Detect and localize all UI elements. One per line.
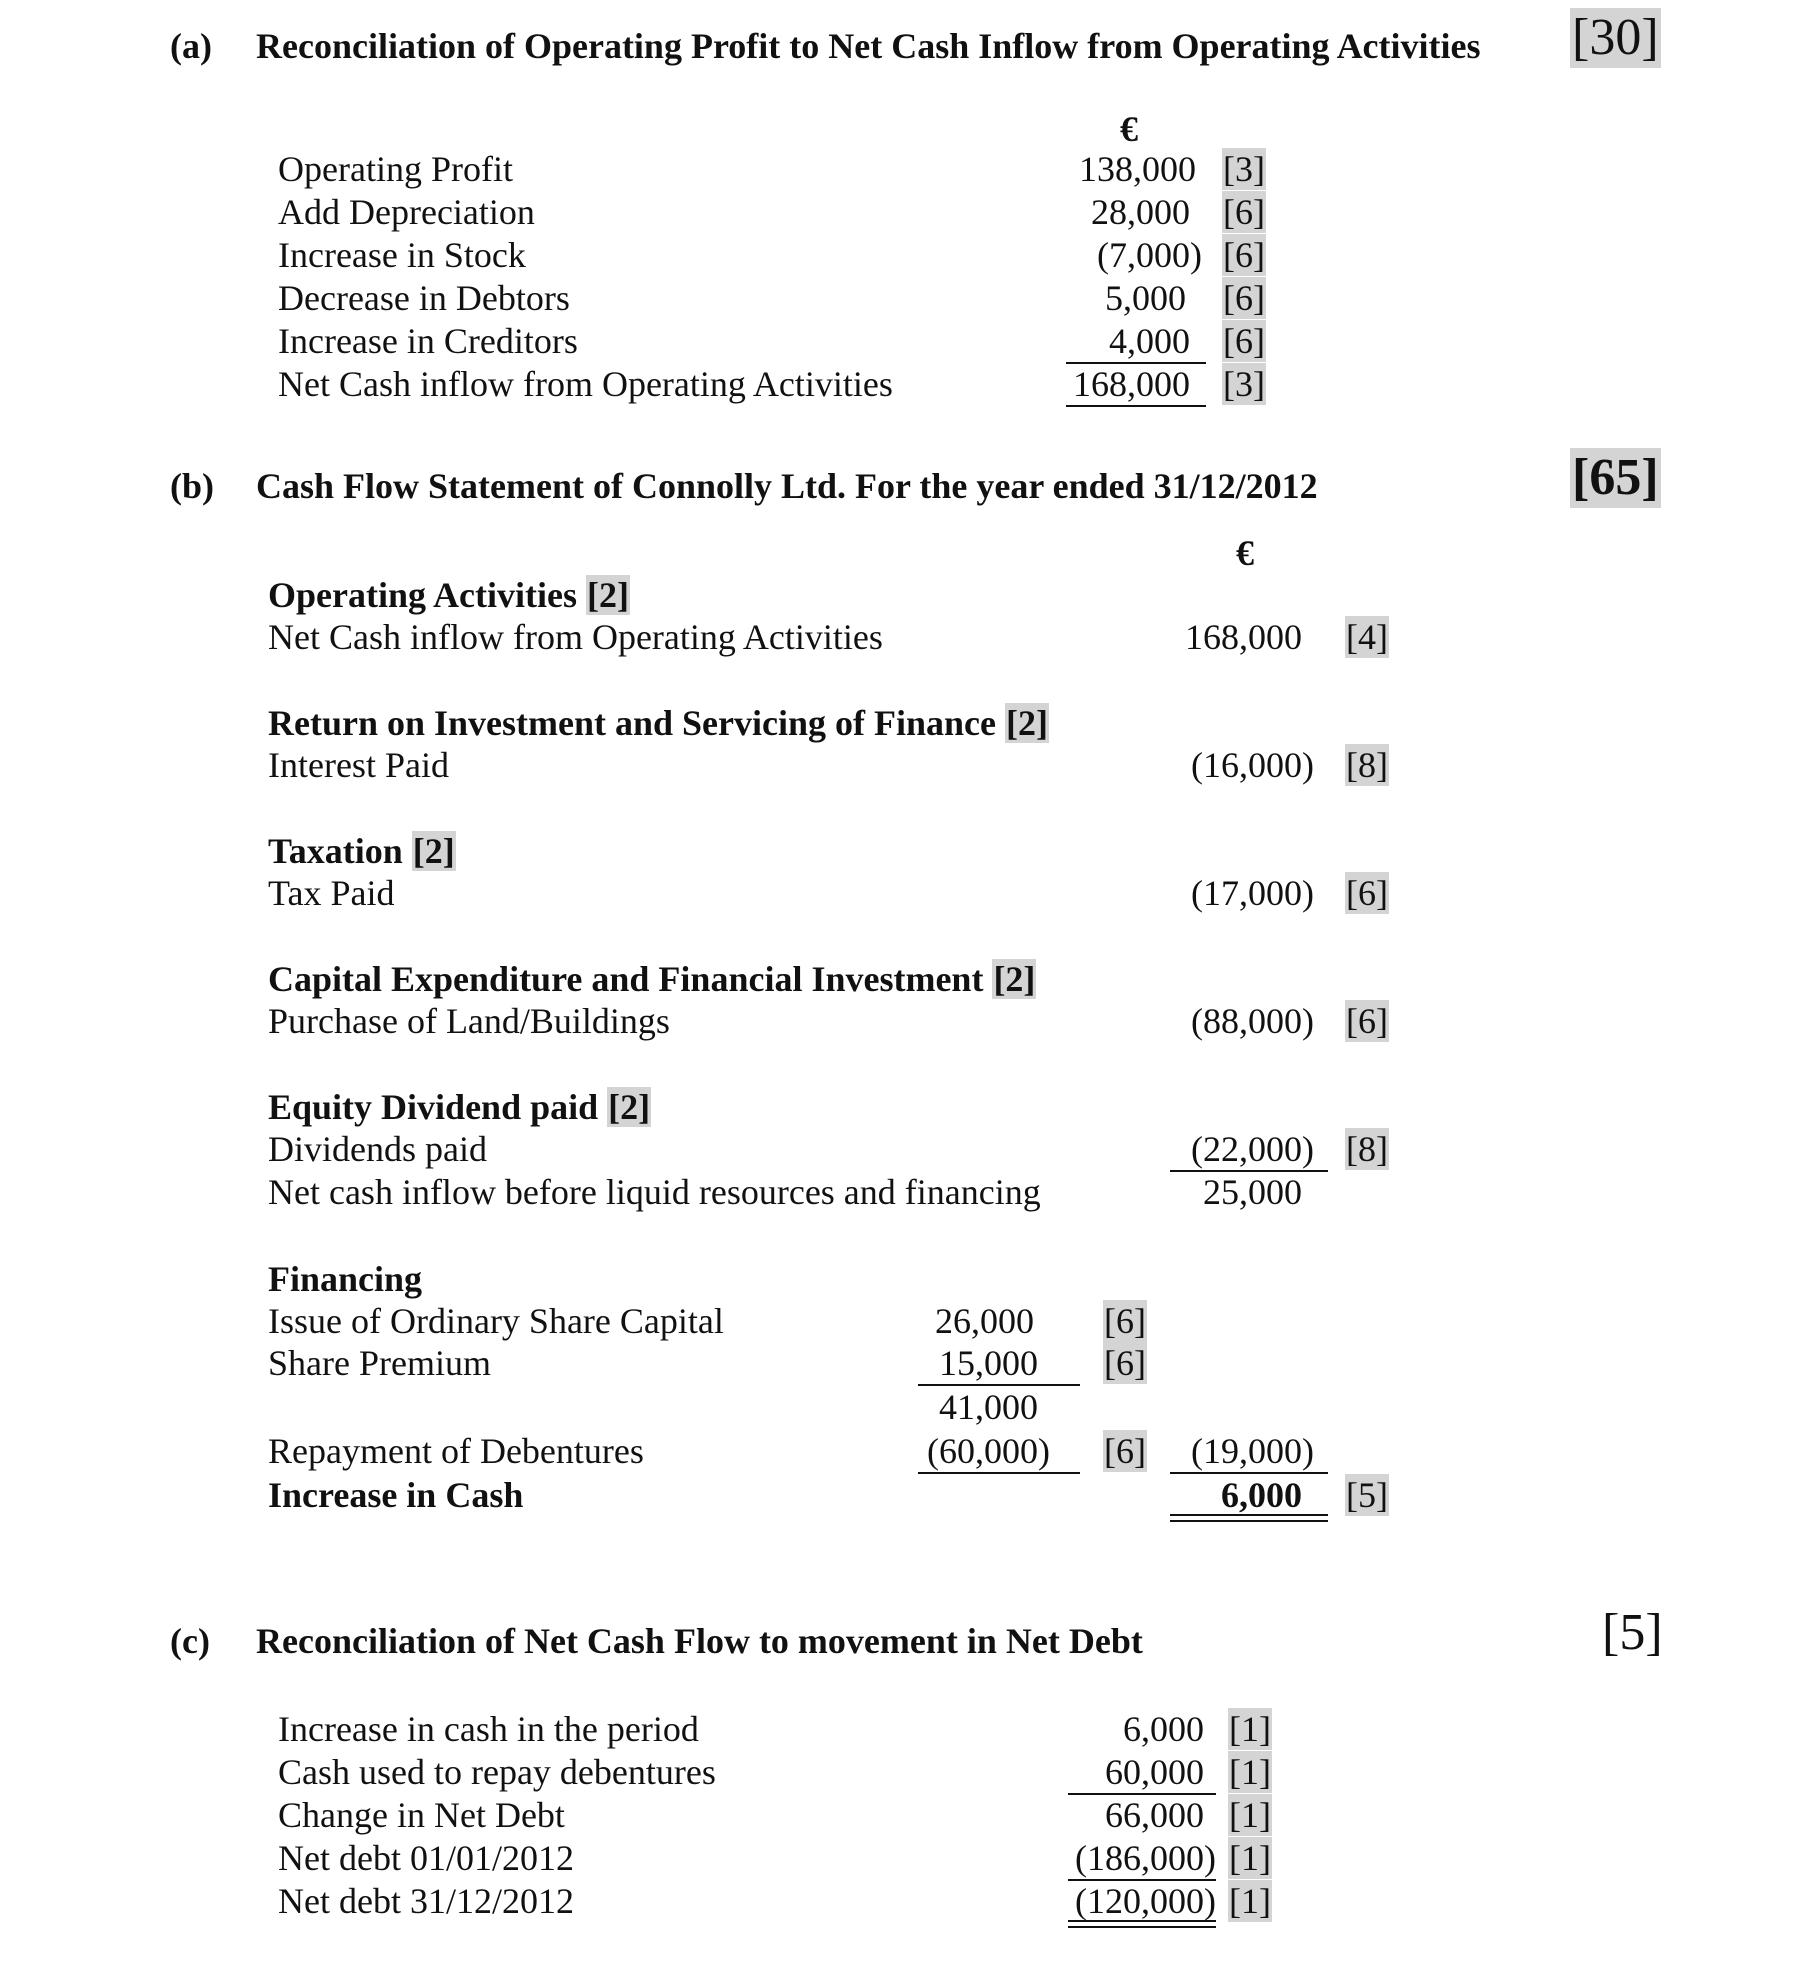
dividends-value: (22,000) (1191, 1129, 1314, 1169)
increase-value: 6,000 (1221, 1475, 1302, 1515)
share-premium-mark: [6] (1104, 1343, 1146, 1383)
dividends-heading: Equity Dividend paid [2] (268, 1087, 651, 1127)
section-a-label: (a) (170, 26, 212, 66)
section-c-row-value: (120,000) (1075, 1881, 1216, 1921)
section-c-row-mark: [1] (1229, 1838, 1271, 1878)
section-b-title: Cash Flow Statement of Connolly Ltd. For the year ended 31/12/2012 (256, 466, 1318, 506)
heading-mark: [2] (412, 831, 455, 871)
financing-subtotal: 41,000 (939, 1387, 1038, 1427)
increase-label: Increase in Cash (268, 1475, 524, 1515)
section-b-currency: € (1236, 533, 1254, 573)
section-a-row-value: 28,000 (1091, 192, 1190, 232)
section-c-row-label: Increase in cash in the period (278, 1709, 699, 1749)
section-a-row-label: Operating Profit (278, 149, 513, 189)
section-a-row-mark: [3] (1223, 149, 1265, 189)
taxation-heading: Taxation [2] (268, 831, 455, 871)
net-before-label: Net cash inflow before liquid resources and financing (268, 1172, 1041, 1212)
share-premium-value: 15,000 (939, 1343, 1038, 1383)
section-a-row-mark: [6] (1223, 278, 1265, 318)
share-capital-mark: [6] (1104, 1301, 1146, 1341)
section-b-label: (b) (170, 466, 214, 506)
section-a-row-label: Add Depreciation (278, 192, 535, 232)
returns-mark: [8] (1346, 745, 1388, 785)
section-c-row-label: Net debt 31/12/2012 (278, 1881, 574, 1921)
capex-item: Purchase of Land/Buildings (268, 1001, 670, 1041)
debentures-value: (60,000) (927, 1431, 1050, 1471)
section-c-title: Reconciliation of Net Cash Flow to movement in Net Debt (256, 1621, 1143, 1661)
section-c-row-label: Cash used to repay debentures (278, 1752, 716, 1792)
section-a-row-label: Decrease in Debtors (278, 278, 570, 318)
operating-mark: [4] (1346, 617, 1388, 657)
section-a-row-value: (7,000) (1097, 235, 1202, 275)
section-a-title: Reconciliation of Operating Profit to Net Cash Inflow from Operating Activities (256, 26, 1481, 66)
financing-heading: Financing (268, 1259, 423, 1299)
capex-value: (88,000) (1191, 1001, 1314, 1041)
operating-item: Net Cash inflow from Operating Activities (268, 617, 883, 657)
dividends-mark: [8] (1346, 1129, 1388, 1169)
section-c-row-mark: [1] (1229, 1881, 1271, 1921)
net-before-value: 25,000 (1203, 1172, 1302, 1212)
share-premium-label: Share Premium (268, 1343, 491, 1383)
capex-mark: [6] (1346, 1001, 1388, 1041)
returns-heading: Return on Investment and Servicing of Finance [2] (268, 703, 1048, 743)
section-c-row-label: Change in Net Debt (278, 1795, 565, 1835)
section-a-row-mark: [3] (1223, 364, 1265, 404)
taxation-item: Tax Paid (268, 873, 395, 913)
section-a-row-mark: [6] (1223, 192, 1265, 232)
section-c-row-label: Net debt 01/01/2012 (278, 1838, 574, 1878)
section-c-row-value: 6,000 (1123, 1709, 1204, 1749)
section-a-currency: € (1120, 109, 1138, 149)
share-capital-value: 26,000 (935, 1301, 1034, 1341)
capex-heading: Capital Expenditure and Financial Investment [2] (268, 959, 1036, 999)
section-b-total-marks: [65] (1572, 449, 1659, 506)
total-double-rule (1170, 1514, 1328, 1522)
total-double-rule (1068, 1920, 1216, 1928)
operating-heading: Operating Activities [2] (268, 575, 629, 615)
section-a-row-value: 138,000 (1079, 149, 1196, 189)
taxation-value: (17,000) (1191, 873, 1314, 913)
section-a-row-mark: [6] (1223, 235, 1265, 275)
returns-item: Interest Paid (268, 745, 449, 785)
net-financing-value: (19,000) (1191, 1431, 1314, 1471)
section-c-row-value: (186,000) (1075, 1838, 1216, 1878)
heading-mark: [2] (586, 575, 629, 615)
heading-mark: [2] (1006, 703, 1048, 743)
section-c-label: (c) (170, 1621, 210, 1661)
section-a-row-label: Increase in Stock (278, 235, 526, 275)
operating-value: 168,000 (1185, 617, 1302, 657)
taxation-mark: [6] (1346, 873, 1388, 913)
dividends-item: Dividends paid (268, 1129, 487, 1169)
share-capital-label: Issue of Ordinary Share Capital (268, 1301, 724, 1341)
section-c-row-mark: [1] (1229, 1795, 1271, 1835)
subtotal-rule (918, 1472, 1080, 1474)
section-a-row-label: Increase in Creditors (278, 321, 578, 361)
section-c-total-marks: [5] (1602, 1604, 1663, 1661)
section-a-total-marks: [30] (1572, 9, 1659, 66)
increase-mark: [5] (1346, 1475, 1388, 1515)
section-a-row-value: 168,000 (1073, 364, 1190, 404)
section-a-row-value: 4,000 (1109, 321, 1190, 361)
section-c-row-value: 60,000 (1105, 1752, 1204, 1792)
debentures-mark: [6] (1104, 1431, 1146, 1471)
heading-mark: [2] (608, 1087, 651, 1127)
section-c-row-mark: [1] (1229, 1752, 1271, 1792)
section-a-row-label: Net Cash inflow from Operating Activities (278, 364, 893, 404)
returns-value: (16,000) (1191, 745, 1314, 785)
section-a-row-value: 5,000 (1105, 278, 1186, 318)
heading-mark: [2] (993, 959, 1036, 999)
section-c-row-mark: [1] (1229, 1709, 1271, 1749)
section-a-row-mark: [6] (1223, 321, 1265, 361)
total-rule (1066, 405, 1206, 407)
debentures-label: Repayment of Debentures (268, 1431, 644, 1471)
section-c-row-value: 66,000 (1105, 1795, 1204, 1835)
